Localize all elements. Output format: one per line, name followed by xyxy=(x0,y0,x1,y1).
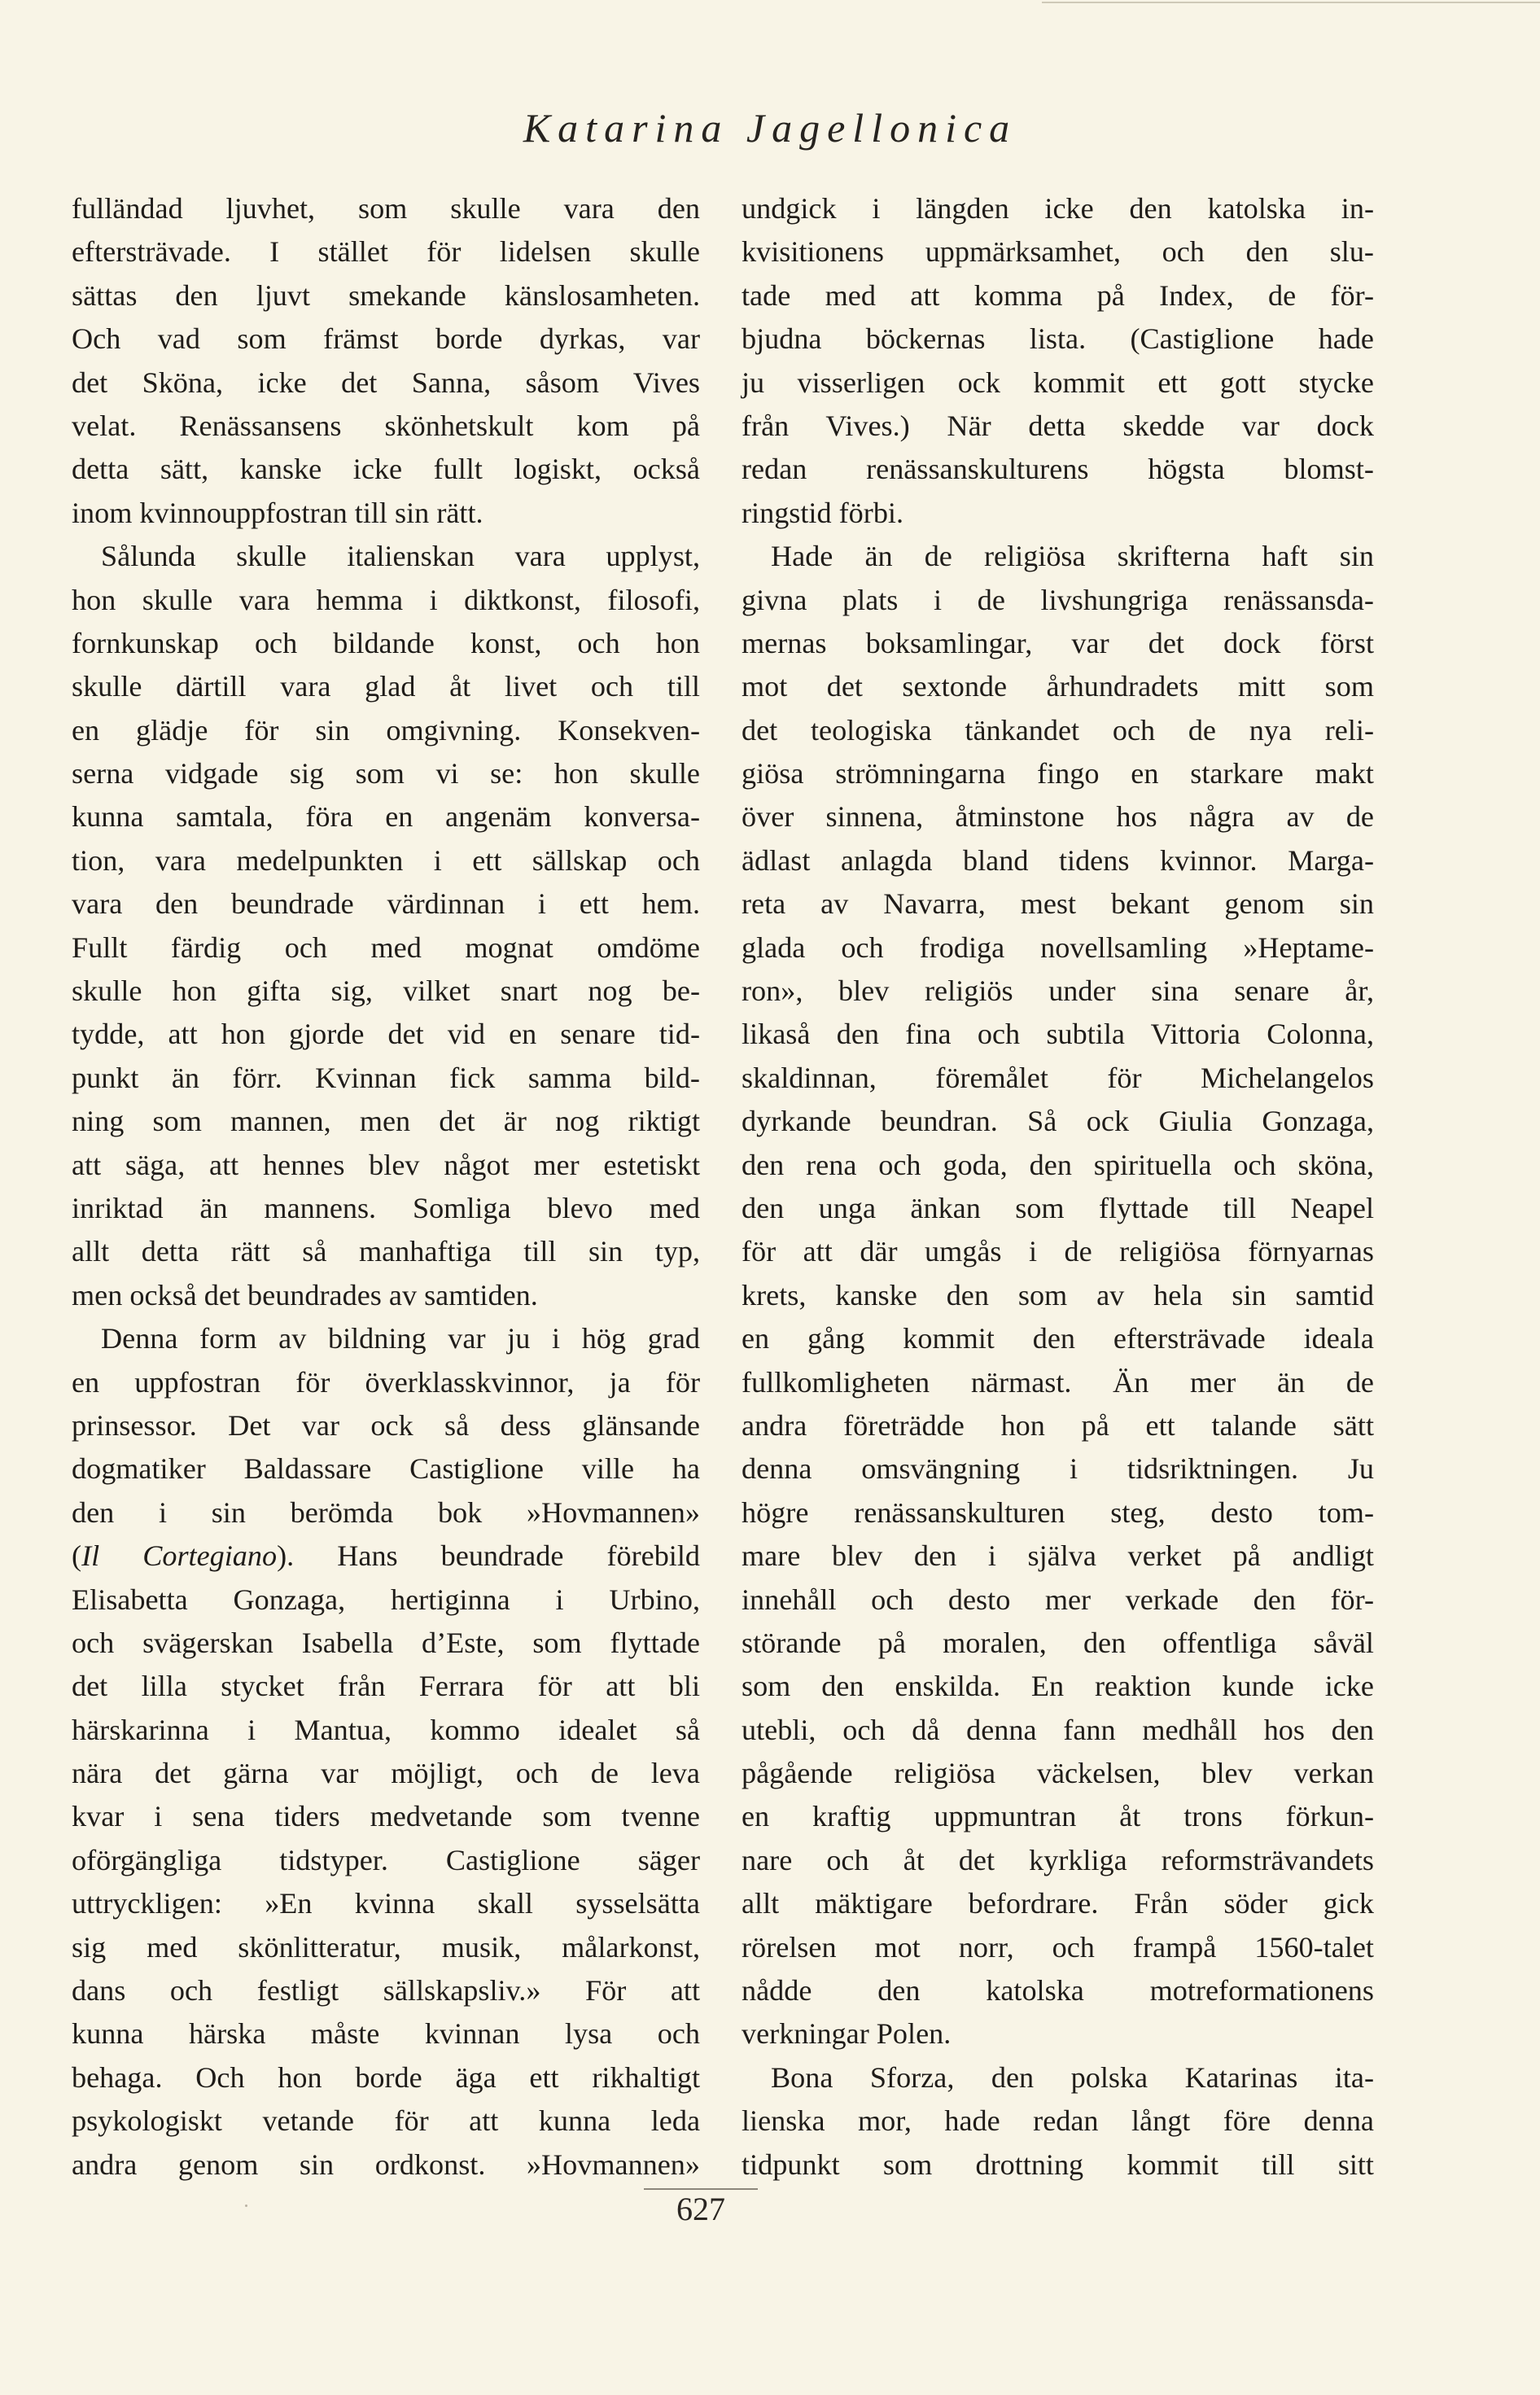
text-line: Hade än de religiösa skrifterna haft sin xyxy=(771,540,1374,573)
text-line: denna omsvängning i tidsriktningen. Ju xyxy=(742,1452,1374,1486)
text-line: från Vives.) När detta skedde var dock xyxy=(742,409,1374,442)
text-line: reta av Navarra, mest bekant genom sin xyxy=(742,887,1374,921)
text-line: uttryckligen: »En kvinna skall sysselsätta xyxy=(72,1887,700,1920)
text-line: en kraftig uppmuntran åt trons förkun- xyxy=(742,1800,1374,1833)
text-line: härskarinna i Mantua, kommo idealet så xyxy=(72,1713,700,1746)
text-line: och svägerskan Isabella d’Este, som flyttade xyxy=(72,1626,700,1659)
text-line: oförgängliga tidstyper. Castiglione säger xyxy=(72,1843,700,1876)
text-line: en uppfostran för överklasskvinnor, ja för xyxy=(72,1365,700,1399)
text-line: ju visserligen ock kommit ett gott stycke xyxy=(742,366,1374,399)
text-line: fullkomligheten närmast. Än mer än de xyxy=(742,1365,1374,1399)
text-line: ning som mannen, men det är nog riktigt xyxy=(72,1105,700,1138)
text-line: skulle därtill vara glad åt livet och till xyxy=(72,670,700,703)
text-line: innehåll och desto mer verkade den för- xyxy=(742,1583,1374,1616)
text-line: Elisabetta Gonzaga, hertiginna i Urbino, xyxy=(72,1583,700,1616)
text-line: krets, kanske den som av hela sin samtid xyxy=(742,1278,1374,1311)
text-line: tade med att komma på Index, de för- xyxy=(742,278,1374,312)
text-line: eftersträvade. I stället för lidelsen skulle xyxy=(72,235,700,269)
text-line: dogmatiker Baldassare Castiglione ville ha xyxy=(72,1452,700,1486)
text-line: ringstid förbi. xyxy=(742,496,904,529)
text-line: allt detta rätt så manhaftiga till sin typ, xyxy=(72,1235,700,1268)
left-column xyxy=(72,187,700,2187)
text-line: över sinnena, åtminstone hos några av de xyxy=(742,800,1374,834)
text-line: mare blev den i själva verket på andligt xyxy=(742,1539,1374,1573)
text-line: för att där umgås i de religiösa förnyarnas xyxy=(742,1235,1374,1268)
text-line: kunna samtala, föra en angenäm konversa- xyxy=(72,800,700,834)
text-line: mot det sextonde århundradets mitt som xyxy=(742,670,1374,703)
text-line: tydde, att hon gjorde det vid en senare tid- xyxy=(72,1018,700,1051)
text-line: rörelsen mot norr, och frampå 1560-talet xyxy=(742,1930,1374,1964)
text-line: att säga, att hennes blev något mer estetiskt xyxy=(72,1148,700,1181)
text-line: prinsessor. Det var ock så dess glänsande xyxy=(72,1408,700,1442)
text-line: tion, vara medelpunkten i ett sällskap och xyxy=(72,843,700,877)
text-line: punkt än förr. Kvinnan fick samma bild- xyxy=(72,1061,700,1094)
text-line: sig med skönlitteratur, musik, målarkonst, xyxy=(72,1930,700,1964)
text-line: kvar i sena tiders medvetande som tvenne xyxy=(72,1800,700,1833)
top-edge-rule xyxy=(1042,2,1540,3)
text-line: Bona Sforza, den polska Katarinas ita- xyxy=(771,2060,1374,2094)
text-line: fornkunskap och bildande konst, och hon xyxy=(72,626,700,659)
text-line: Denna form av bildning var ju i hög grad xyxy=(101,1322,700,1355)
text-line: (Il Cortegiano). Hans beundrade förebild xyxy=(72,1539,700,1573)
text-line: den rena och goda, den spirituella och sköna, xyxy=(742,1148,1374,1181)
text-line: det lilla stycket från Ferrara för att bli xyxy=(72,1670,700,1703)
paper-speck xyxy=(245,2205,247,2207)
text-line: pågående religiösa väckelsen, blev verkan xyxy=(742,1757,1374,1790)
text-line: Fullt färdig och med mognat omdöme xyxy=(72,930,700,964)
text-line: skulle hon gifta sig, vilket snart nog be- xyxy=(72,974,700,1008)
text-line: verkningar Polen. xyxy=(742,2017,952,2051)
text-line: redan renässanskulturens högsta blomst- xyxy=(742,453,1374,486)
text-line: velat. Renässansens skönhetskult kom på xyxy=(72,409,700,442)
text-line: psykologiskt vetande för att kunna leda xyxy=(72,2104,700,2138)
text-line: undgick i längden icke den katolska in- xyxy=(742,192,1374,225)
text-line: Och vad som främst borde dyrkas, var xyxy=(72,322,700,356)
text-line: giösa strömningarna fingo en starkare makt xyxy=(742,757,1374,790)
right-column xyxy=(742,187,1374,2187)
text-line: behaga. Och hon borde äga ett rikhaltigt xyxy=(72,2060,700,2094)
text-line: serna vidgade sig som vi se: hon skulle xyxy=(72,757,700,790)
text-line: dyrkande beundran. Så ock Giulia Gonzaga, xyxy=(742,1105,1374,1138)
text-line: den i sin berömda bok »Hovmannen» xyxy=(72,1495,700,1529)
text-line: hon skulle vara hemma i diktkonst, filosofi, xyxy=(72,583,700,616)
text-line: likaså den fina och subtila Vittoria Colonna, xyxy=(742,1018,1374,1051)
text-line: nådde den katolska motreformationens xyxy=(742,1974,1374,2008)
text-line: kvisitionens uppmärksamhet, och den slu- xyxy=(742,235,1374,269)
text-line: vara den beundrade värdinnan i ett hem. xyxy=(72,887,700,921)
text-line: glada och frodiga novellsamling »Heptame- xyxy=(742,930,1374,964)
text-line: Sålunda skulle italienskan vara upplyst, xyxy=(101,540,700,573)
text-line: som den enskilda. En reaktion kunde icke xyxy=(742,1670,1374,1703)
text-line: störande på moralen, den offentliga såväl xyxy=(742,1626,1374,1659)
text-line: skaldinnan, föremålet för Michelangelos xyxy=(742,1061,1374,1094)
text-line: dans och festligt sällskapsliv.» För att xyxy=(72,1974,700,2008)
text-line: en gång kommit den eftersträvade ideala xyxy=(742,1322,1374,1355)
page-number: 627 xyxy=(676,2191,725,2227)
text-line: högre renässanskulturen steg, desto tom- xyxy=(742,1495,1374,1529)
text-line: nära det gärna var möjligt, och de leva xyxy=(72,1757,700,1790)
text-line: sättas den ljuvt smekande känslosamheten. xyxy=(72,278,700,312)
text-line: lienska mor, hade redan långt före denna xyxy=(742,2104,1374,2138)
text-line: det Sköna, icke det Sanna, såsom Vives xyxy=(72,366,700,399)
text-line: bjudna böckernas lista. (Castiglione hade xyxy=(742,322,1374,356)
book-title-italic: Il Cortegiano xyxy=(81,1539,278,1573)
text-line: kunna härska måste kvinnan lysa och xyxy=(72,2017,700,2051)
text-line: ron», blev religiös under sina senare år, xyxy=(742,974,1374,1008)
text-line: men också det beundrades av samtiden. xyxy=(72,1278,538,1311)
text-line: tidpunkt som drottning kommit till sitt xyxy=(742,2148,1374,2181)
text-line: ädlast anlagda bland tidens kvinnor. Marga- xyxy=(742,843,1374,877)
text-line: mernas boksamlingar, var det dock först xyxy=(742,626,1374,659)
text-line: det teologiska tänkandet och de nya reli- xyxy=(742,713,1374,747)
text-line: utebli, och då denna fann medhåll hos den xyxy=(742,1713,1374,1746)
text-line: fulländad ljuvhet, som skulle vara den xyxy=(72,192,700,225)
text-line: andra företrädde hon på ett talande sätt xyxy=(742,1408,1374,1442)
text-line: andra genom sin ordkonst. »Hovmannen» xyxy=(72,2148,700,2181)
text-line: inriktad än mannens. Somliga blevo med xyxy=(72,1191,700,1224)
text-line: en glädje för sin omgivning. Konsekven- xyxy=(72,713,700,747)
text-line: givna plats i de livshungriga renässansda- xyxy=(742,583,1374,616)
text-line: allt mäktigare befordrare. Från söder gick xyxy=(742,1887,1374,1920)
running-head: Katarina Jagellonica xyxy=(523,105,1017,151)
text-line: nare och åt det kyrkliga reformsträvandets xyxy=(742,1843,1374,1876)
text-line: detta sätt, kanske icke fullt logiskt, också xyxy=(72,453,700,486)
text-line: inom kvinnouppfostran till sin rätt. xyxy=(72,496,483,529)
text-line: den unga änkan som flyttade till Neapel xyxy=(742,1191,1374,1224)
